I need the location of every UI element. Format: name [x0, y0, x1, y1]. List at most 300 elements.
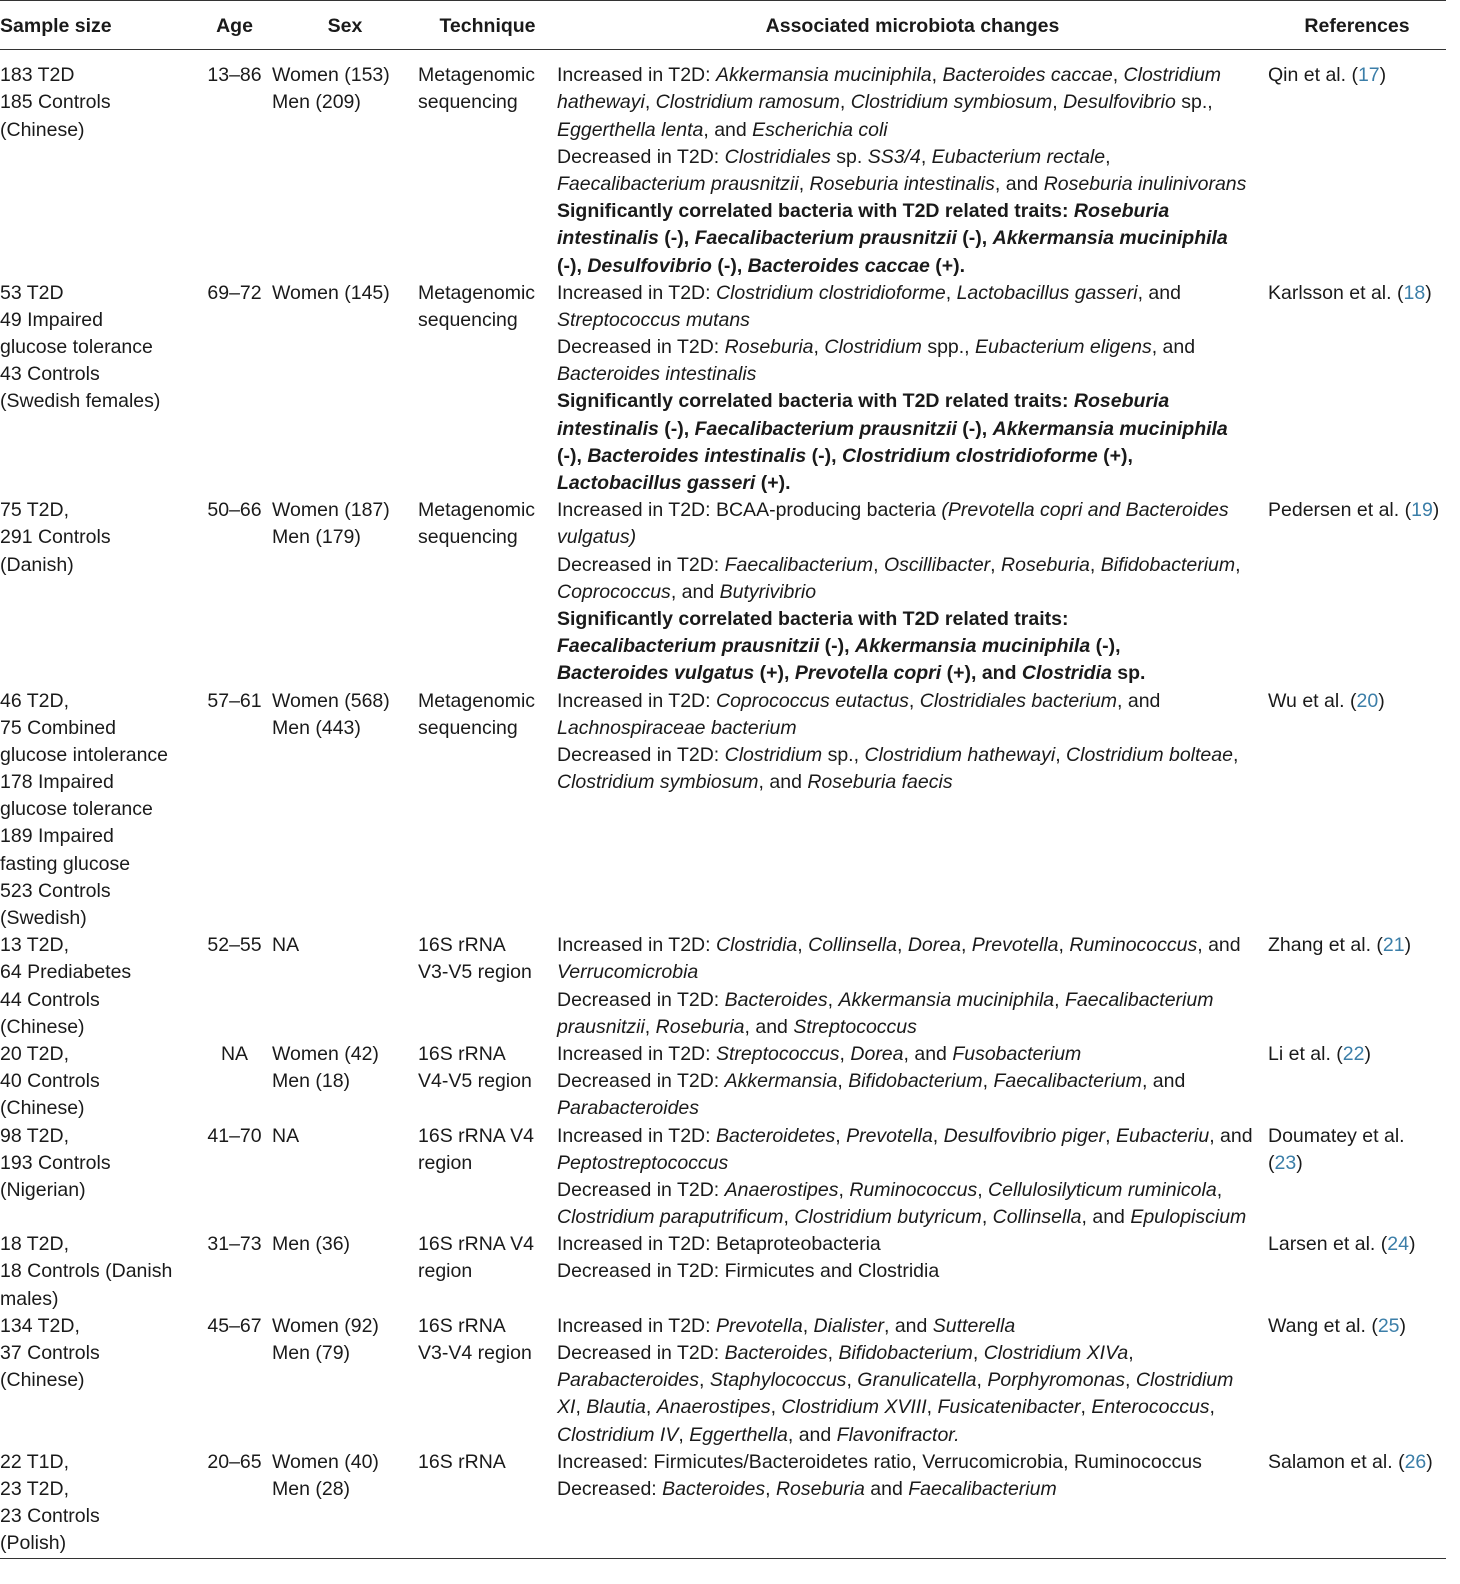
changes-segment: ,	[972, 1342, 984, 1365]
reference-cell	[1268, 932, 1446, 1041]
sample-size-cell	[0, 1231, 197, 1313]
technique-line: Metagenomic	[418, 281, 536, 304]
changes-segment: ,	[1058, 934, 1070, 957]
changes-segment: ,	[837, 1070, 849, 1093]
changes-segment: Bacteroides	[724, 988, 828, 1011]
changes-segment: Eggerthella lenta	[557, 118, 704, 141]
changes-segment: Oscillibacter	[883, 553, 991, 576]
changes-line	[557, 171, 1268, 198]
changes-line	[557, 470, 1268, 497]
changes-line	[557, 959, 1268, 986]
sex-line: Women (42)	[272, 1042, 379, 1065]
changes-segment: ,	[770, 1396, 782, 1419]
reference-close: )	[1425, 281, 1432, 304]
sample-line: 189 Impaired	[0, 825, 114, 848]
changes-segment: Ruminococcus	[1069, 934, 1198, 957]
sex-line: Women (568)	[272, 689, 390, 712]
table-row	[0, 497, 1446, 687]
changes-segment: Fusicatenibacter	[937, 1396, 1081, 1419]
changes-segment: Increased in T2D: Betaproteobacteria	[557, 1233, 881, 1256]
reference-number: 20	[1356, 689, 1379, 712]
reference-line	[1268, 62, 1446, 89]
sex-cell	[272, 1313, 418, 1449]
changes-segment: and	[864, 1477, 909, 1500]
changes-segment: Decreased in T2D:	[557, 1178, 725, 1201]
sample-line: 46 T2D,	[0, 689, 70, 712]
header-changes: Associated microbiota changes	[765, 15, 1060, 37]
changes-segment: Faecalibacterium	[993, 1070, 1142, 1093]
changes-segment: ,	[644, 1015, 656, 1038]
changes-segment: ,	[1128, 1342, 1134, 1365]
changes-segment: Clostridium	[1135, 1369, 1234, 1392]
sample-size-cell	[0, 688, 197, 933]
sex-line: Men (18)	[272, 1070, 351, 1093]
changes-line	[557, 89, 1268, 116]
technique-line: 16S rRNA	[418, 1450, 506, 1473]
changes-segment: ,	[846, 1369, 858, 1392]
changes-segment: Clostridium XIVa	[983, 1342, 1129, 1365]
changes-segment: Roseburia	[655, 1015, 745, 1038]
changes-segment: Butyrivibrio	[719, 580, 817, 603]
changes-line	[557, 117, 1268, 144]
changes-segment: ,	[839, 1042, 851, 1065]
sample-line: 20 T2D,	[0, 1042, 70, 1065]
sample-line: 193 Controls	[0, 1151, 111, 1174]
changes-segment: ,	[982, 1070, 994, 1093]
technique-cell	[418, 497, 557, 687]
changes-segment: ,	[838, 1178, 850, 1201]
changes-segment: Eggerthella	[689, 1423, 788, 1446]
changes-segment: Faecalibacterium	[724, 553, 874, 576]
changes-segment: Coprococcus	[557, 580, 671, 603]
changes-segment: ,	[813, 336, 825, 359]
changes-segment: ,	[1089, 553, 1101, 576]
changes-segment: ,	[827, 1342, 839, 1365]
changes-line	[557, 334, 1268, 361]
reference-number: 25	[1377, 1314, 1400, 1337]
age-cell	[197, 497, 272, 687]
technique-cell	[418, 688, 557, 933]
changes-segment: ,	[920, 145, 932, 168]
changes-segment: ,	[644, 91, 656, 114]
changes-segment: Decreased in T2D:	[557, 988, 725, 1011]
changes-segment: (+).	[929, 254, 966, 277]
changes-segment: hathewayi	[557, 91, 645, 114]
changes-segment: Bacteroides	[662, 1477, 766, 1500]
changes-segment: ,	[1125, 1369, 1136, 1392]
changes-segment: sp.	[830, 145, 868, 168]
sex-cell	[272, 1231, 418, 1313]
sex-cell	[272, 1449, 418, 1558]
technique-cell	[418, 1313, 557, 1449]
reference-close: )	[1404, 934, 1412, 957]
changes-line	[557, 1041, 1268, 1068]
changes-segment: Clostridium IV	[557, 1423, 679, 1446]
changes-line	[557, 769, 1268, 796]
changes-segment: Dorea	[907, 934, 961, 957]
sex-line: Men (443)	[272, 716, 361, 739]
sex-cell	[272, 1123, 418, 1232]
reference-cell	[1268, 1313, 1446, 1449]
changes-segment: Bacteroides intestinalis	[587, 444, 807, 467]
header-references: References	[1304, 15, 1410, 37]
changes-segment: , and	[994, 172, 1044, 195]
changes-segment: ,	[827, 988, 839, 1011]
technique-line: 16S rRNA	[418, 1314, 506, 1337]
technique-line: sequencing	[418, 91, 518, 114]
sample-line: (Chinese)	[0, 118, 85, 141]
sample-line: males)	[0, 1287, 59, 1310]
changes-segment: Staphylococcus	[709, 1369, 847, 1392]
changes-segment: ,	[931, 64, 943, 87]
changes-segment: Bacteroides caccae	[942, 64, 1113, 87]
changes-segment: Clostridium symbiosum	[850, 91, 1053, 114]
reference-line	[1268, 1041, 1446, 1068]
changes-segment: Bifidobacterium	[1100, 553, 1236, 576]
changes-segment: Decreased in T2D:	[557, 1070, 725, 1093]
reference-number: 18	[1403, 281, 1426, 304]
changes-segment: Verrucomicrobia	[557, 961, 699, 984]
sample-line: 49 Impaired	[0, 308, 103, 331]
sample-line: 23 T2D,	[0, 1477, 70, 1500]
changes-segment: Desulfovibrio piger	[943, 1124, 1106, 1147]
changes-segment: Roseburia	[1001, 553, 1090, 576]
reference-number: 17	[1357, 64, 1380, 87]
changes-segment: ,	[977, 1178, 989, 1201]
header-sample-size: Sample size	[0, 15, 112, 37]
changes-line	[557, 307, 1268, 334]
technique-cell	[418, 1123, 557, 1232]
sample-size-cell	[0, 1313, 197, 1449]
changes-segment: ,	[981, 1206, 993, 1229]
changes-segment: ,	[645, 1396, 657, 1419]
changes-segment: Clostridium paraputrificum	[557, 1206, 784, 1229]
microbiota-changes-cell	[557, 280, 1268, 498]
age-cell	[197, 1231, 272, 1313]
changes-segment: , and	[1141, 1070, 1186, 1093]
microbiota-changes-cell	[557, 1123, 1268, 1232]
sample-line: (Chinese)	[0, 1015, 85, 1038]
changes-segment: ,	[1235, 553, 1241, 576]
changes-segment: Bifidobacterium	[848, 1070, 983, 1093]
sample-line: 523 Controls	[0, 879, 111, 902]
changes-segment: Decreased in T2D: Firmicutes and Clostridia	[557, 1260, 940, 1283]
sample-line: 291 Controls	[0, 526, 111, 549]
reference-cell	[1268, 497, 1446, 687]
changes-segment: , and	[744, 1015, 794, 1038]
sample-line: glucose tolerance	[0, 798, 153, 821]
age-value: 69–72	[207, 281, 262, 304]
changes-segment: (+),	[1097, 444, 1133, 467]
microbiota-changes-cell	[557, 1449, 1268, 1558]
sex-line: NA	[272, 934, 300, 957]
changes-segment: , and	[903, 1042, 953, 1065]
age-value: 20–65	[207, 1450, 262, 1473]
changes-segment: Granulicatella	[857, 1369, 977, 1392]
changes-segment: ,	[976, 1369, 988, 1392]
changes-segment: ,	[575, 1396, 587, 1419]
changes-line	[557, 1476, 1268, 1503]
reference-cell	[1268, 1231, 1446, 1313]
reference-close: )	[1296, 1151, 1303, 1174]
changes-segment: Faecalibacterium	[1064, 988, 1214, 1011]
reference-author: Qin et al. (	[1268, 64, 1358, 87]
sample-line: 43 Controls	[0, 363, 100, 386]
changes-segment: Roseburia	[1073, 390, 1170, 413]
changes-segment: Significantly correlated bacteria with T2D related traits:	[557, 390, 1074, 413]
age-value: 13–86	[207, 64, 262, 87]
changes-segment: Akkermansia muciniphila	[992, 417, 1228, 440]
sex-line: Men (209)	[272, 91, 361, 114]
technique-line: Metagenomic	[418, 689, 536, 712]
changes-line	[557, 742, 1268, 769]
changes-segment: Parabacteroides	[557, 1097, 700, 1120]
sample-line: 22 T1D,	[0, 1450, 70, 1473]
changes-line	[557, 253, 1268, 280]
changes-segment: Akkermansia muciniphila	[855, 635, 1091, 658]
sample-line: glucose intolerance	[0, 743, 169, 766]
changes-segment: Faecalibacterium prausnitzii	[694, 227, 957, 250]
microbiota-changes-cell	[557, 497, 1268, 687]
changes-segment: Clostridium	[1123, 64, 1222, 87]
sample-line: 13 T2D,	[0, 934, 70, 957]
reference-close: )	[1426, 1450, 1433, 1473]
age-cell	[197, 1449, 272, 1558]
changes-segment: ,	[797, 934, 809, 957]
changes-segment: Clostridium	[724, 743, 823, 766]
technique-line: sequencing	[418, 716, 518, 739]
changes-segment: Dialister	[813, 1314, 884, 1337]
changes-segment: Clostridium ramosum	[655, 91, 840, 114]
reference-line	[1268, 280, 1446, 307]
sample-line: 64 Prediabetes	[0, 961, 132, 984]
changes-segment: intestinalis	[557, 227, 659, 250]
changes-segment: Eubacterium rectale	[931, 145, 1106, 168]
age-cell	[197, 1123, 272, 1232]
changes-segment: , and	[1197, 934, 1241, 957]
changes-segment: Streptococcus	[793, 1015, 917, 1038]
changes-segment: ,	[1112, 64, 1124, 87]
changes-segment: Lachnospiraceae bacterium	[557, 716, 797, 739]
age-value: 50–66	[207, 499, 262, 522]
changes-segment: Streptococcus mutans	[557, 308, 750, 331]
table-row	[0, 1313, 1446, 1449]
changes-segment: Clostridium clostridioforme	[715, 281, 946, 304]
changes-segment: Clostridium butyricum	[794, 1206, 982, 1229]
changes-segment: spp.,	[921, 336, 976, 359]
reference-author: Li et al. (	[1268, 1042, 1343, 1065]
technique-line: V4-V5 region	[418, 1070, 532, 1093]
changes-line	[557, 1123, 1268, 1150]
changes-segment: Bifidobacterium	[838, 1342, 973, 1365]
changes-line	[557, 524, 1268, 551]
changes-segment: ,	[783, 1206, 795, 1229]
microbiota-changes-cell	[557, 1231, 1268, 1313]
changes-line	[557, 1231, 1268, 1258]
changes-segment: Blautia	[586, 1396, 646, 1419]
changes-segment: Clostridiales bacterium	[919, 689, 1118, 712]
changes-segment: sp.	[822, 743, 854, 766]
sample-line: 40 Controls	[0, 1070, 100, 1093]
sample-line: 185 Controls	[0, 91, 111, 114]
changes-segment: Clostridium XVIII	[781, 1396, 927, 1419]
changes-segment: Prevotella	[971, 934, 1059, 957]
changes-segment: ,	[1232, 743, 1239, 766]
age-cell	[197, 280, 272, 498]
table-row	[0, 1123, 1446, 1232]
changes-segment: , and	[758, 771, 808, 794]
changes-segment: Faecalibacterium prausnitzii	[557, 172, 799, 195]
changes-segment: Increased in T2D:	[557, 1124, 716, 1147]
changes-segment: ,	[699, 1369, 710, 1392]
changes-segment: Anaerostipes	[724, 1178, 839, 1201]
technique-line: V3-V4 region	[418, 1342, 532, 1365]
changes-line	[557, 987, 1268, 1014]
reference-author: Karlsson et al. (	[1268, 281, 1404, 304]
microbiota-changes-cell	[557, 1313, 1268, 1449]
reference-cell	[1268, 1449, 1446, 1558]
changes-segment: Increased in T2D:	[557, 281, 716, 304]
changes-segment: Clostridium symbiosum	[557, 771, 759, 794]
technique-cell	[418, 1231, 557, 1313]
sample-line: 75 Combined	[0, 716, 116, 739]
sex-line: Women (92)	[272, 1314, 379, 1337]
changes-line	[557, 62, 1268, 89]
changes-line	[557, 1367, 1268, 1394]
changes-line	[557, 606, 1268, 633]
changes-segment: sp.,	[1175, 91, 1213, 114]
age-value: 45–67	[207, 1314, 262, 1337]
reference-number: 19	[1411, 499, 1433, 522]
changes-segment: (Prevotella copri and Bacteroides	[941, 499, 1229, 522]
changes-segment: Clostridium clostridioforme	[841, 444, 1098, 467]
sample-line: 178 Impaired	[0, 771, 114, 794]
changes-line	[557, 552, 1268, 579]
table-row	[0, 280, 1446, 498]
changes-segment: ,	[798, 172, 810, 195]
changes-segment: Akkermansia muciniphila	[715, 64, 932, 87]
changes-segment: Collinsella	[992, 1206, 1082, 1229]
sample-line: 75 T2D,	[0, 499, 70, 522]
technique-line: 16S rRNA	[418, 934, 506, 957]
changes-segment: Parabacteroides	[557, 1369, 700, 1392]
reference-close: )	[1432, 499, 1440, 522]
changes-segment: Significantly correlated bacteria with T2D related traits:	[557, 200, 1074, 223]
reference-line	[1268, 1231, 1446, 1258]
changes-segment: Akkermansia	[724, 1070, 838, 1093]
technique-cell	[418, 280, 557, 498]
reference-line	[1268, 497, 1446, 524]
changes-segment: Desulfovibrio	[1063, 91, 1176, 114]
changes-segment: Coprococcus eutactus	[715, 689, 909, 712]
changes-segment: ,	[1216, 1178, 1223, 1201]
changes-line	[557, 144, 1268, 171]
reference-cell	[1268, 280, 1446, 498]
changes-line	[557, 1068, 1268, 1095]
age-cell	[197, 1313, 272, 1449]
reference-line	[1268, 1313, 1446, 1340]
reference-number: 26	[1404, 1450, 1427, 1473]
changes-line	[557, 1394, 1268, 1421]
changes-segment: ,	[873, 553, 884, 576]
changes-line	[557, 1449, 1268, 1476]
sex-cell	[272, 50, 418, 280]
sex-cell	[272, 280, 418, 498]
changes-segment: ,	[1055, 743, 1067, 766]
sample-line: 18 T2D,	[0, 1233, 70, 1256]
changes-segment: (-),	[557, 254, 588, 277]
technique-line: V3-V5 region	[418, 961, 532, 984]
sample-line: 98 T2D,	[0, 1124, 70, 1147]
reference-close: )	[1408, 1233, 1416, 1256]
changes-segment: ,	[945, 281, 957, 304]
changes-segment: prausnitzii	[557, 1015, 645, 1038]
changes-line	[557, 280, 1268, 307]
technique-cell	[418, 1041, 557, 1123]
changes-segment: ,	[1105, 1124, 1116, 1147]
sex-line: Men (79)	[272, 1342, 351, 1365]
changes-segment: (-),	[956, 417, 993, 440]
changes-line	[557, 1258, 1268, 1285]
microbiota-changes-cell	[557, 688, 1268, 933]
header-age: Age	[216, 15, 253, 37]
changes-segment: ,	[853, 743, 865, 766]
changes-segment: Decreased in T2D:	[557, 553, 725, 576]
changes-segment: ,	[802, 1314, 814, 1337]
sample-line: 134 T2D,	[0, 1314, 80, 1337]
changes-segment: Akkermansia muciniphila	[838, 988, 1055, 1011]
changes-segment: Streptococcus	[715, 1042, 840, 1065]
changes-segment: ,	[990, 553, 1002, 576]
changes-line	[557, 688, 1268, 715]
reference-author: Larsen et al. (	[1268, 1233, 1388, 1256]
header-sex: Sex	[327, 15, 363, 37]
sex-line: Men (179)	[272, 526, 361, 549]
microbiota-changes-cell	[557, 932, 1268, 1041]
changes-segment: , and	[1137, 281, 1181, 304]
changes-segment: Increased in T2D:	[557, 1042, 716, 1065]
sex-cell	[272, 688, 418, 933]
changes-segment: Significantly correlated bacteria with T2D related traits:	[557, 607, 1069, 630]
table-row	[0, 1449, 1446, 1558]
age-cell	[197, 50, 272, 280]
sex-line: Men (36)	[272, 1233, 351, 1256]
changes-segment: Faecalibacterium prausnitzii	[694, 417, 957, 440]
changes-segment: Porphyromonas	[987, 1369, 1126, 1392]
reference-number: 23	[1274, 1151, 1297, 1174]
sex-line: Women (187)	[272, 499, 390, 522]
changes-segment: Enterococcus	[1091, 1396, 1210, 1419]
changes-segment: Cellulosilyticum ruminicola	[988, 1178, 1217, 1201]
technique-cell	[418, 932, 557, 1041]
sample-size-cell	[0, 1123, 197, 1232]
changes-segment: ,	[835, 1124, 847, 1147]
changes-segment: Decreased in T2D:	[557, 1342, 725, 1365]
changes-segment: Clostridiales	[724, 145, 831, 168]
sample-size-cell	[0, 497, 197, 687]
changes-segment: Increased in T2D:	[557, 64, 716, 87]
changes-segment: ,	[960, 934, 972, 957]
changes-segment: Prevotella	[715, 1314, 803, 1337]
changes-segment: Decreased in T2D:	[557, 145, 725, 168]
changes-segment: (-),	[819, 635, 855, 658]
sample-line: (Swedish females)	[0, 390, 161, 413]
changes-line	[557, 1095, 1268, 1122]
changes-segment: , and	[1081, 1206, 1131, 1229]
changes-segment: ,	[1054, 988, 1065, 1011]
changes-segment: Clostridium	[824, 336, 922, 359]
changes-segment: (-),	[1090, 635, 1121, 658]
